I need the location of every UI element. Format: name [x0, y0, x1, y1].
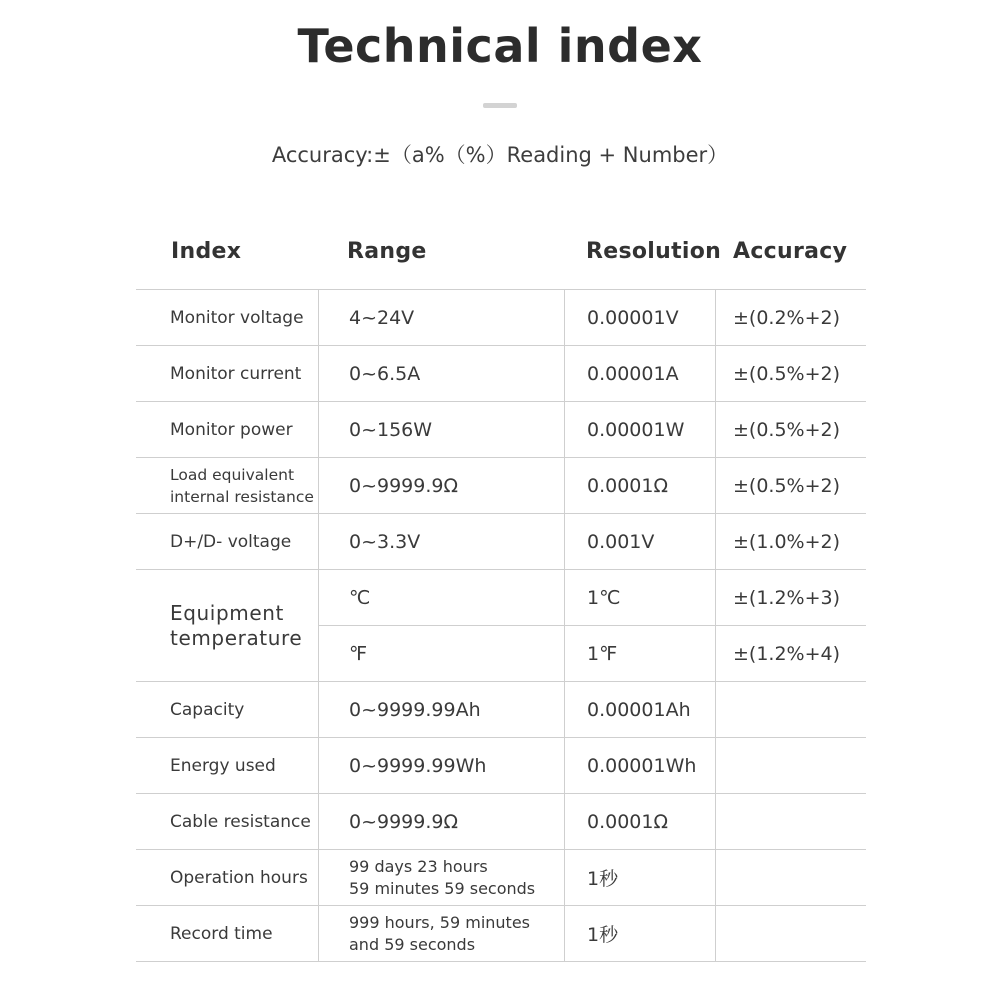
index-cell: Monitor voltage: [170, 307, 304, 328]
title-divider: [483, 103, 517, 108]
index-line: Load equivalent: [170, 465, 295, 484]
range-cell: 0~9999.99Ah: [318, 682, 564, 737]
accuracy-cell: ±(1.2%+3): [715, 570, 866, 625]
range-line: and 59 seconds: [349, 934, 476, 954]
page-title: Technical index: [297, 19, 703, 73]
index-cell: [136, 458, 318, 513]
header-index: Index: [171, 239, 242, 264]
table-row: [136, 738, 866, 794]
resolution-cell: 0.00001V: [564, 290, 715, 345]
header-resolution: Resolution: [586, 239, 722, 264]
table-row: [136, 906, 866, 962]
resolution-cell: 1秒: [564, 906, 715, 961]
accuracy-cell: ±(0.5%+2): [715, 346, 866, 401]
index-cell: Cable resistance: [170, 811, 311, 832]
index-line: temperature: [170, 625, 303, 650]
index-cell: Monitor current: [170, 363, 302, 384]
index-cell: Record time: [170, 923, 273, 944]
sub-row: [318, 626, 866, 681]
accuracy-cell: ±(0.2%+2): [715, 290, 866, 345]
range-line: 59 minutes 59 seconds: [349, 878, 536, 898]
accuracy-cell: ±(0.5%+2): [715, 458, 866, 513]
range-cell: [318, 850, 564, 905]
range-cell: 4~24V: [318, 290, 564, 345]
accuracy-cell: [715, 738, 866, 793]
index-cell: D+/D- voltage: [170, 531, 292, 552]
table-row: [136, 290, 866, 346]
index-cell: Operation hours: [170, 867, 308, 888]
resolution-cell: 0.00001Wh: [564, 738, 715, 793]
resolution-cell: 0.0001Ω: [564, 458, 715, 513]
resolution-cell: 1℉: [564, 626, 715, 681]
accuracy-cell: [715, 682, 866, 737]
accuracy-cell: [715, 850, 866, 905]
accuracy-formula: Accuracy:±（a%（%）Reading + Number）: [271, 143, 729, 167]
table-row: [136, 402, 866, 458]
index-cell: Monitor power: [170, 419, 293, 440]
spec-table: [136, 289, 866, 962]
range-cell: 0~6.5A: [318, 346, 564, 401]
range-cell: [318, 906, 564, 961]
index-cell: Energy used: [170, 755, 276, 776]
range-cell: ℃: [318, 570, 564, 625]
index-cell: [136, 570, 318, 681]
table-row: [136, 514, 866, 570]
range-cell: 0~9999.9Ω: [318, 794, 564, 849]
range-cell: 0~9999.99Wh: [318, 738, 564, 793]
index-cell: Capacity: [170, 699, 245, 720]
index-line: Equipment: [170, 600, 284, 625]
header-accuracy: Accuracy: [733, 239, 848, 264]
resolution-cell: 1℃: [564, 570, 715, 625]
accuracy-cell: [715, 906, 866, 961]
range-cell: 0~9999.9Ω: [318, 458, 564, 513]
sub-row: [318, 570, 866, 626]
header-range: Range: [347, 239, 427, 264]
table-row: [136, 346, 866, 402]
resolution-cell: 0.00001A: [564, 346, 715, 401]
table-row: [136, 850, 866, 906]
table-row: [136, 794, 866, 850]
range-line: 999 hours, 59 minutes: [349, 912, 530, 932]
resolution-cell: 0.001V: [564, 514, 715, 569]
resolution-cell: 0.00001Ah: [564, 682, 715, 737]
range-cell: ℉: [318, 626, 564, 681]
index-line: internal resistance: [170, 487, 314, 506]
accuracy-cell: [715, 794, 866, 849]
accuracy-cell: ±(1.0%+2): [715, 514, 866, 569]
table-row: [136, 458, 866, 514]
resolution-cell: 1秒: [564, 850, 715, 905]
accuracy-cell: ±(0.5%+2): [715, 402, 866, 457]
table-row: [136, 570, 866, 682]
range-line: 99 days 23 hours: [349, 856, 488, 876]
range-cell: 0~3.3V: [318, 514, 564, 569]
resolution-cell: 0.0001Ω: [564, 794, 715, 849]
resolution-cell: 0.00001W: [564, 402, 715, 457]
accuracy-cell: ±(1.2%+4): [715, 626, 866, 681]
table-row: [136, 682, 866, 738]
range-cell: 0~156W: [318, 402, 564, 457]
